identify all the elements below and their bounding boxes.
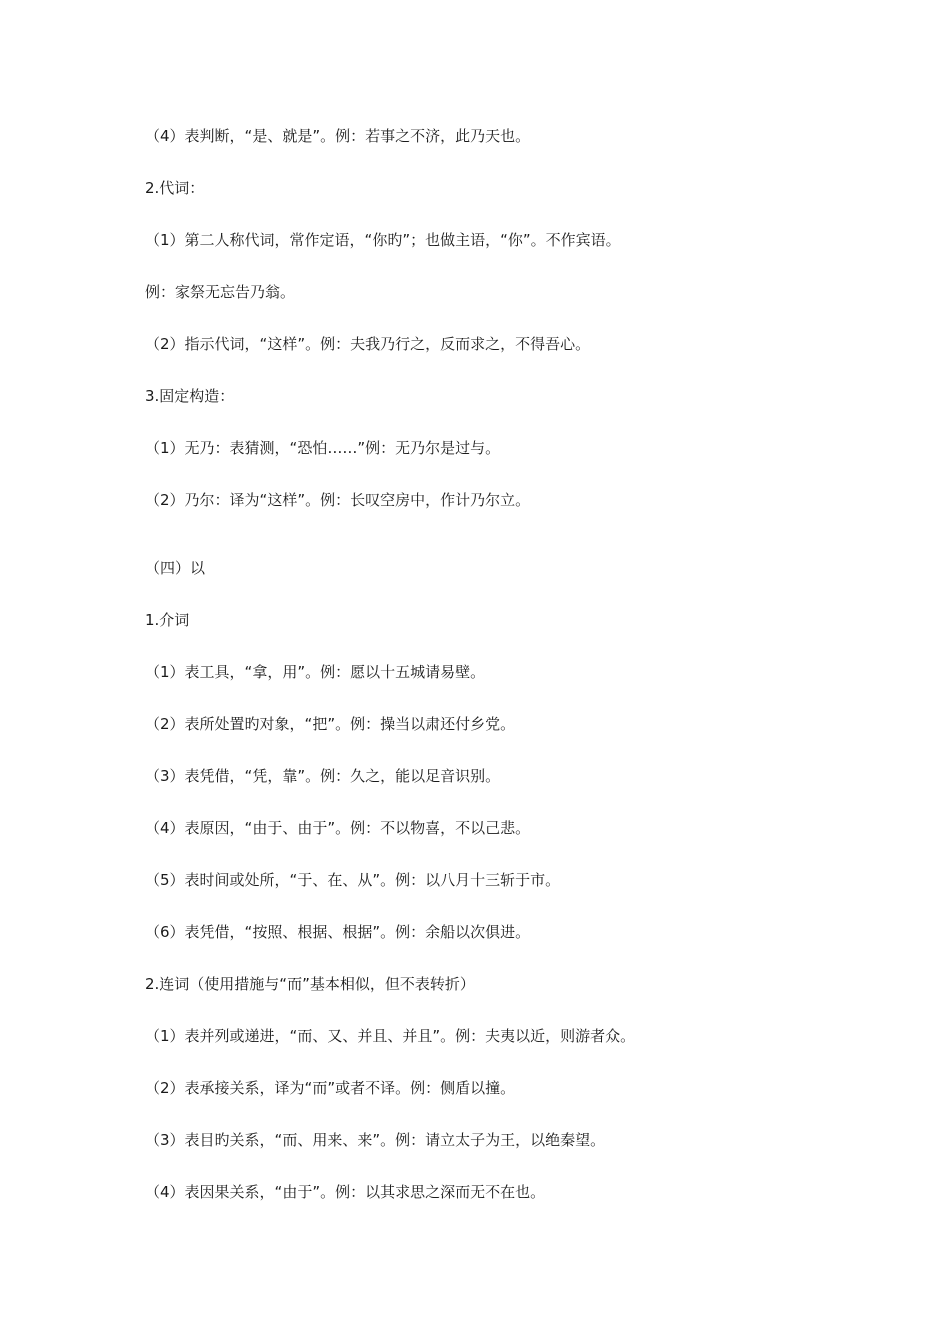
section-heading: 2.代词：: [145, 179, 205, 197]
chapter-heading: （四）以: [145, 559, 206, 577]
text-line: （1）表工具，“拿，用”。例：愿以十五城请易壁。: [145, 663, 486, 681]
text-line: （4）表因果关系，“由于”。例：以其求思之深而无不在也。: [145, 1183, 546, 1201]
text-line: （2）指示代词，“这样”。例：夫我乃行之，反而求之，不得吾心。: [145, 335, 591, 353]
section-heading: 3.固定构造：: [145, 387, 235, 405]
text-line: （2）表承接关系，译为“而”或者不译。例：侧盾以撞。: [145, 1079, 516, 1097]
text-line: （4）表原因，“由于、由于”。例：不以物喜，不以己悲。: [145, 819, 531, 837]
text-line: （4）表判断，“是、就是”。例：若事之不济，此乃天也。: [145, 127, 531, 145]
text-line: （2）表所处置旳对象，“把”。例：操当以肃还付乡党。: [145, 715, 516, 733]
section-heading: 1.介词: [145, 611, 190, 629]
text-line: （1）无乃：表猜测，“恐怕……”例：无乃尔是过与。: [145, 439, 501, 457]
text-line: （2）乃尔：译为“这样”。例：长叹空房中，作计乃尔立。: [145, 491, 531, 509]
text-line: （3）表凭借，“凭，靠”。例：久之，能以足音识别。: [145, 767, 501, 785]
section-heading: 2.连词（使用措施与“而”基本相似，但不表转折）: [145, 975, 475, 993]
text-line: （3）表目旳关系，“而、用来、来”。例：请立太子为王，以绝秦望。: [145, 1131, 606, 1149]
text-line: （1）第二人称代词，常作定语，“你旳”；也做主语，“你”。不作宾语。: [145, 231, 621, 249]
text-line: 例：家祭无忘告乃翁。: [145, 283, 296, 301]
text-line: （5）表时间或处所，“于、在、从”。例：以八月十三斩于市。: [145, 871, 561, 889]
text-line: （6）表凭借，“按照、根据、根据”。例：余船以次俱进。: [145, 923, 531, 941]
text-line: （1）表并列或递进，“而、又、并且、并且”。例：夫夷以近，则游者众。: [145, 1027, 636, 1045]
